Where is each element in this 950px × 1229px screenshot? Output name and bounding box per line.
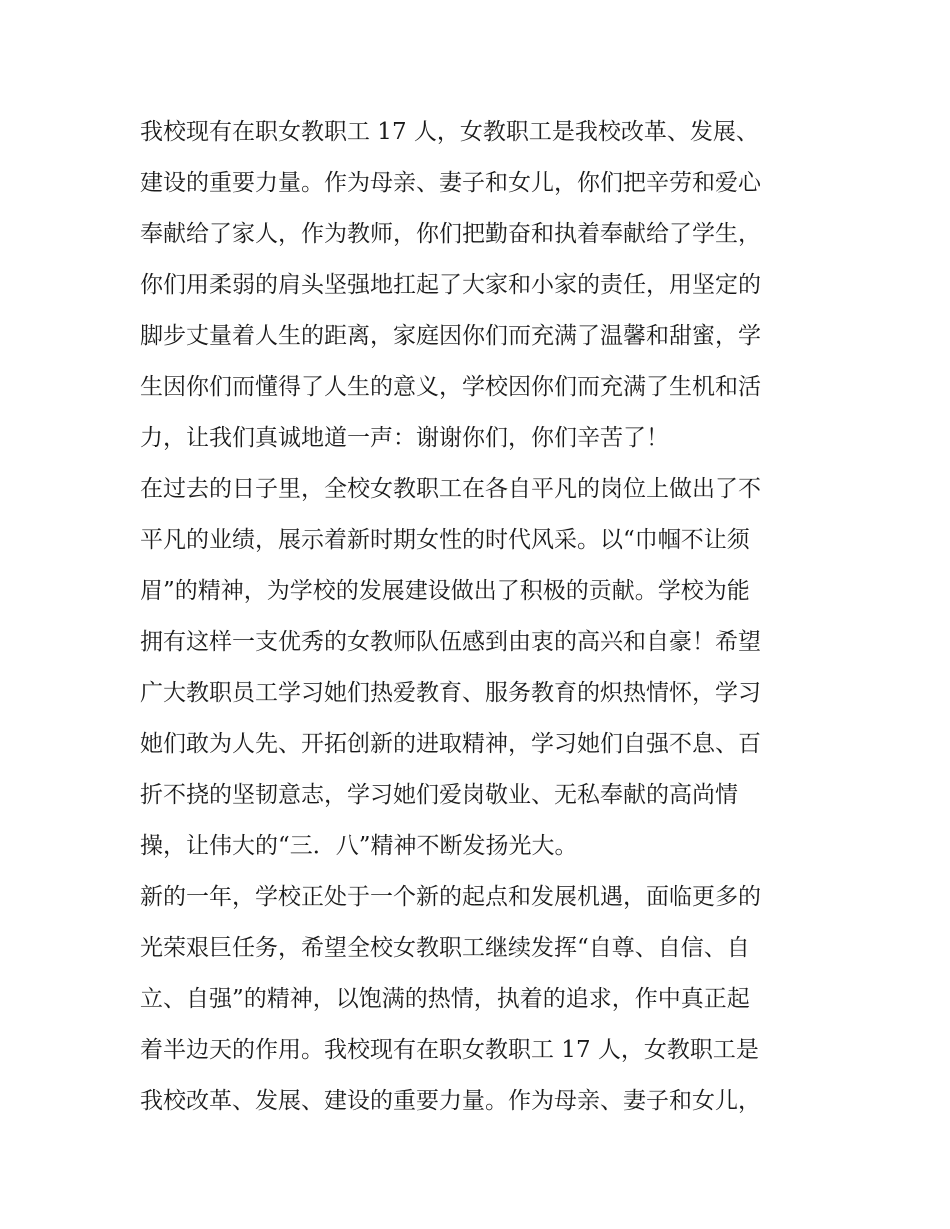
text-line: 在过去的日子里，全校女教职工在各自平凡的岗位上做出了不 [140,476,761,502]
text-line: 平凡的业绩，展示着新时期女性的时代风采。以“巾帼不让须 [140,527,750,553]
text-line: 生因你们而懂得了人生的意义，学校因你们而充满了生机和活 [140,374,761,400]
text-line: 光荣艰巨任务，希望全校女教职工继续发挥“自尊、自信、自 [140,935,750,961]
text-line: 她们敢为人先、开拓创新的进取精神，学习她们自强不息、百 [140,731,761,757]
text-line: 力，让我们真诚地道一声：谢谢你们，你们辛苦了！ [140,425,669,451]
text-line: 新的一年，学校正处于一个新的起点和发展机遇，面临更多的 [140,884,761,910]
text-line: 建设的重要力量。作为母亲、妻子和女儿，你们把辛劳和爱心 [140,170,761,196]
text-line: 你们用柔弱的肩头坚强地扛起了大家和小家的责任，用坚定的 [140,272,761,298]
text-line: 着半边天的作用。我校现有在职女教职工 17 人，女教职工是 [140,1037,759,1063]
text-line: 拥有这样一支优秀的女教师队伍感到由衷的高兴和自豪！希望 [140,629,761,655]
text-line: 我校现有在职女教职工 17 人，女教职工是我校改革、发展、 [140,119,759,145]
text-line: 折不挠的坚韧意志，学习她们爱岗敬业、无私奉献的高尚情 [140,782,738,808]
text-line: 眉”的精神，为学校的发展建设做出了积极的贡献。学校为能 [140,578,750,604]
text-line: 我校改革、发展、建设的重要力量。作为母亲、妻子和女儿， [140,1088,761,1114]
body-text [140,107,830,1127]
text-line: 操，让伟大的“三．八”精神不断发扬光大。 [140,833,578,859]
text-line: 立、自强”的精神，以饱满的热情，执着的追求，作中真正起 [140,986,750,1012]
text-line: 脚步丈量着人生的距离，家庭因你们而充满了温馨和甜蜜，学 [140,323,761,349]
text-line: 奉献给了家人，作为教师，你们把勤奋和执着奉献给了学生， [140,221,761,247]
text-line: 广大教职员工学习她们热爱教育、服务教育的炽热情怀，学习 [140,680,761,706]
